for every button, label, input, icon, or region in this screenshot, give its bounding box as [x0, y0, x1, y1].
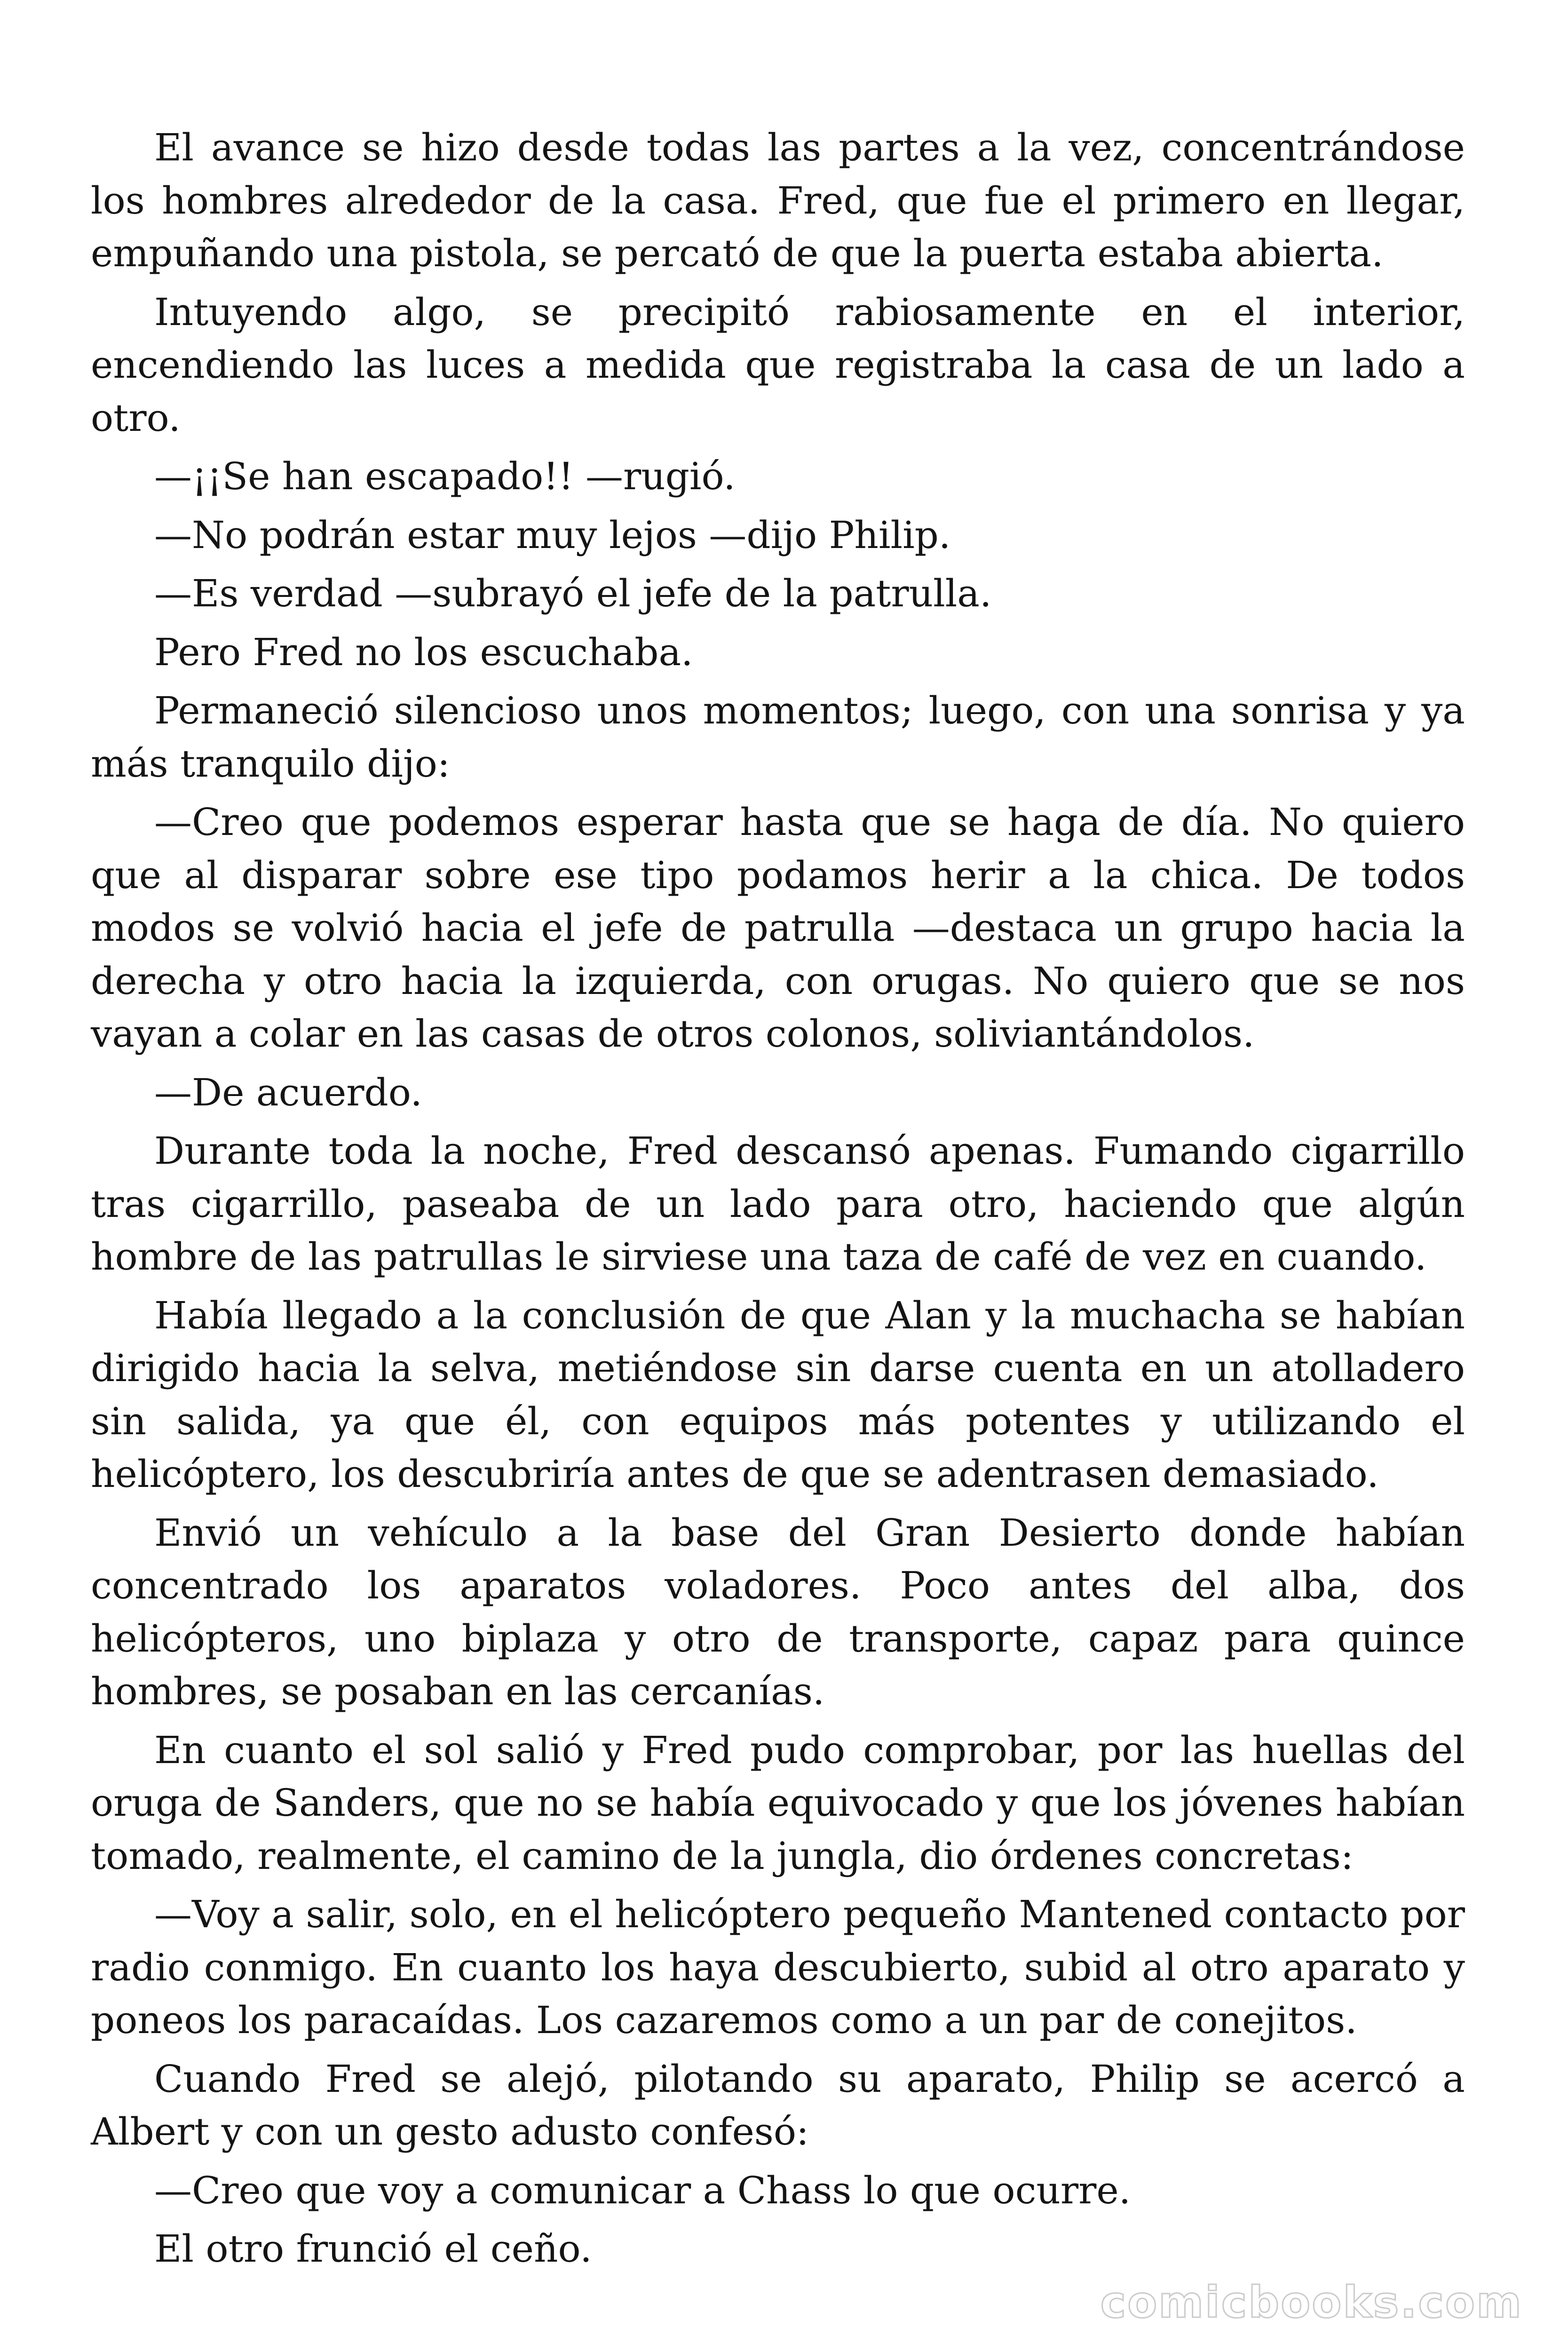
paragraph: Había llegado a la conclusión de que Alan y la muchacha se habían dirigido hacia la selva, metiéndose sin darse cuenta en un atolladero sin salida, ya que él, con equipos más potentes y utilizando el helicóptero, los descubriría antes de que se adentrasen demasiado. — [91, 1293, 1465, 1496]
dialogue-line: —¡¡Se han escapado!! —rugió. — [154, 454, 736, 498]
paragraph: Envió un vehículo a la base del Gran Desierto donde habían concentrado los aparatos voladores. Poco antes del alba, dos helicópteros, uno biplaza y otro de transporte, capaz para quince hombres, se posaban en las cercanías. — [91, 1510, 1465, 1713]
text-column — [91, 121, 1465, 2281]
dialogue-line: —Creo que podemos esperar hasta que se haga de día. No quiero que al disparar sobre ese tipo podamos herir a la chica. De todos modos se volvió hacia el jefe de patrulla —destaca un grupo hacia la derecha y otro hacia la izquierda, con orugas. No quiero que se nos vayan a colar en las casas de otros colonos, soliviantándolos. — [91, 800, 1465, 1056]
paragraph: En cuanto el sol salió y Fred pudo comprobar, por las huellas del oruga de Sanders, que no se había equivocado y que los jóvenes habían tomado, realmente, el camino de la jungla, dio órdenes concretas: — [91, 1728, 1465, 1878]
watermark: comicbooks.com — [1100, 2277, 1523, 2328]
paragraph: Pero Fred no los escuchaba. — [154, 630, 693, 674]
paragraph: Intuyendo algo, se precipitó rabiosamente en el interior, encendiendo las luces a medida que registraba la casa de un lado a otro. — [91, 290, 1465, 440]
paragraph: Cuando Fred se alejó, pilotando su aparato, Philip se acercó a Albert y con un gesto adusto confesó: — [91, 2057, 1465, 2153]
paragraph: El otro frunció el ceño. — [154, 2227, 592, 2271]
paragraph: Durante toda la noche, Fred descansó apenas. Fumando cigarrillo tras cigarrillo, paseaba de un lado para otro, haciendo que algún hombre de las patrullas le sirviese una taza de café de vez en cuando. — [91, 1129, 1465, 1279]
paragraph: El avance se hizo desde todas las partes a la vez, concentrándose los hombres alrededor de la casa. Fred, que fue el primero en llegar, empuñando una pistola, se percató de que la puerta estaba abierta. — [91, 126, 1465, 275]
dialogue-line: —Voy a salir, solo, en el helicóptero pequeño Mantened contacto por radio conmigo. En cuanto los haya descubierto, subid al otro aparato y poneos los paracaídas. Los cazaremos como a un par de conejitos. — [91, 1892, 1465, 2042]
dialogue-line: —Es verdad —subrayó el jefe de la patrulla. — [154, 572, 992, 615]
dialogue-line: —Creo que voy a comunicar a Chass lo que ocurre. — [154, 2168, 1131, 2212]
paragraph: Permaneció silencioso unos momentos; luego, con una sonrisa y ya más tranquilo dijo: — [91, 689, 1465, 786]
dialogue-line: —No podrán estar muy lejos —dijo Philip. — [154, 513, 951, 557]
dialogue-line: —De acuerdo. — [154, 1070, 422, 1114]
